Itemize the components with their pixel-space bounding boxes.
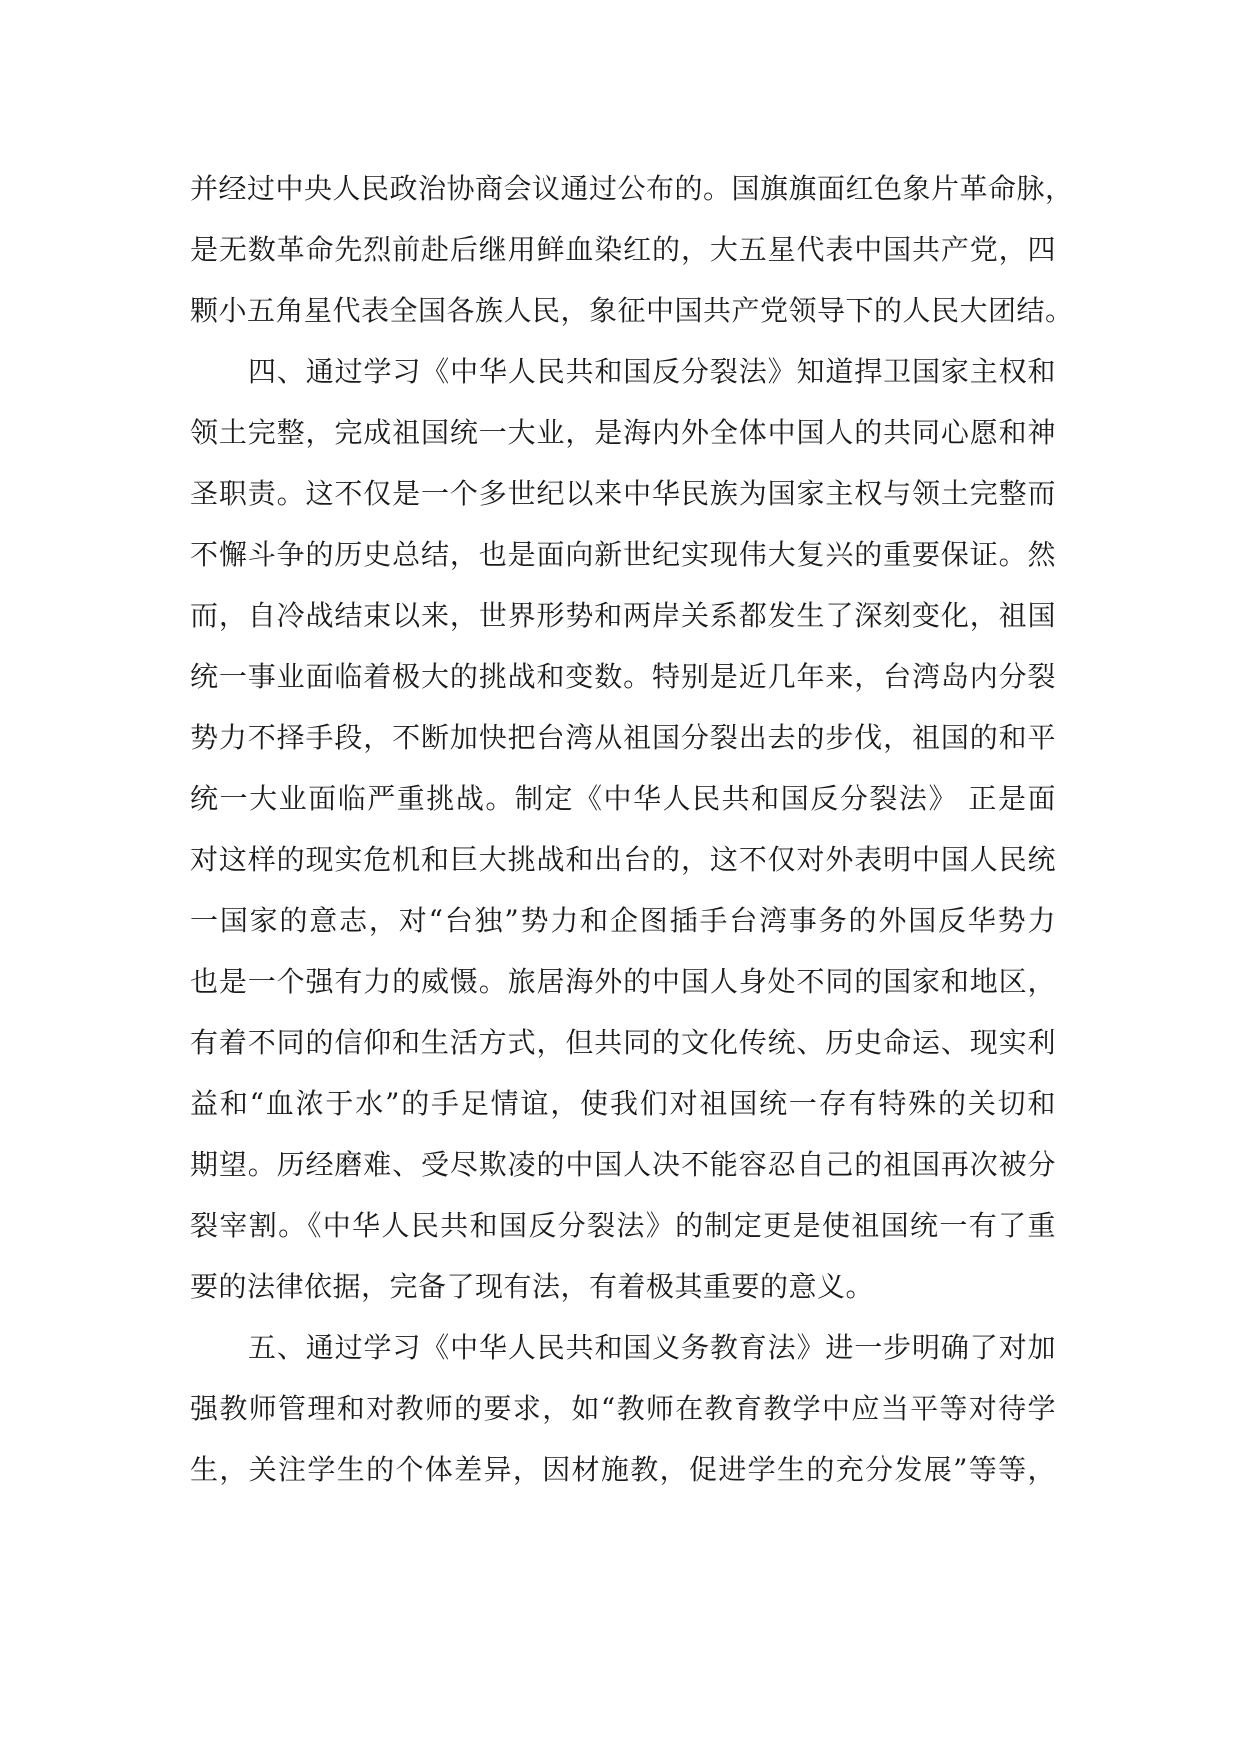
text-line: 统一大业面临严重挑战。制定《中华人民共和国反分裂法》 正是面	[190, 782, 1056, 815]
text-line: 领土完整，完成祖国统一大业，是海内外全体中国人的共同心愿和神	[190, 416, 1056, 449]
text-line: 不懈斗争的历史总结，也是面向新世纪实现伟大复兴的重要保证。然	[190, 538, 1056, 571]
text-line: 一国家的意志，对“台独”势力和企图插手台湾事务的外国反华势力	[190, 904, 1056, 937]
text-line: 要的法律依据，完备了现有法，有着极其重要的意义。	[190, 1270, 875, 1303]
text-line: 强教师管理和对教师的要求，如“教师在教育教学中应当平等对待学	[190, 1392, 1056, 1425]
text-line: 并经过中央人民政治协商会议通过公布的。国旗旗面红色象片革命脉，	[190, 172, 1074, 205]
text-line: 势力不择手段，不断加快把台湾从祖国分裂出去的步伐，祖国的和平	[190, 721, 1056, 754]
text-line: 四、通过学习《中华人民共和国反分裂法》知道捍卫国家主权和	[248, 355, 1056, 388]
text-line: 颗小五角星代表全国各族人民，象征中国共产党领导下的人民大团结。	[190, 294, 1074, 327]
text-line: 有着不同的信仰和生活方式，但共同的文化传统、历史命运、现实利	[190, 1026, 1056, 1059]
text-line: 对这样的现实危机和巨大挑战和出台的，这不仅对外表明中国人民统	[190, 843, 1056, 876]
document-page	[190, 158, 1074, 1500]
text-line: 而，自冷战结束以来，世界形势和两岸关系都发生了深刻变化，祖国	[190, 599, 1056, 632]
text-line: 圣职责。这不仅是一个多世纪以来中华民族为国家主权与领土完整而	[190, 477, 1056, 510]
text-line: 生，关注学生的个体差异，因材施教，促进学生的充分发展”等等，	[190, 1453, 1056, 1486]
text-line: 统一事业面临着极大的挑战和变数。特别是近几年来，台湾岛内分裂	[190, 660, 1056, 693]
text-line: 五、通过学习《中华人民共和国义务教育法》进一步明确了对加	[248, 1331, 1056, 1364]
text-line: 期望。历经磨难、受尽欺凌的中国人决不能容忍自己的祖国再次被分	[190, 1148, 1056, 1181]
text-line: 益和“血浓于水”的手足情谊，使我们对祖国统一存有特殊的关切和	[190, 1087, 1056, 1120]
text-line: 裂宰割。《中华人民共和国反分裂法》的制定更是使祖国统一有了重	[190, 1209, 1056, 1242]
text-line: 是无数革命先烈前赴后继用鲜血染红的，大五星代表中国共产党，四	[190, 233, 1056, 266]
text-line: 也是一个强有力的威慑。旅居海外的中国人身处不同的国家和地区，	[190, 965, 1056, 998]
